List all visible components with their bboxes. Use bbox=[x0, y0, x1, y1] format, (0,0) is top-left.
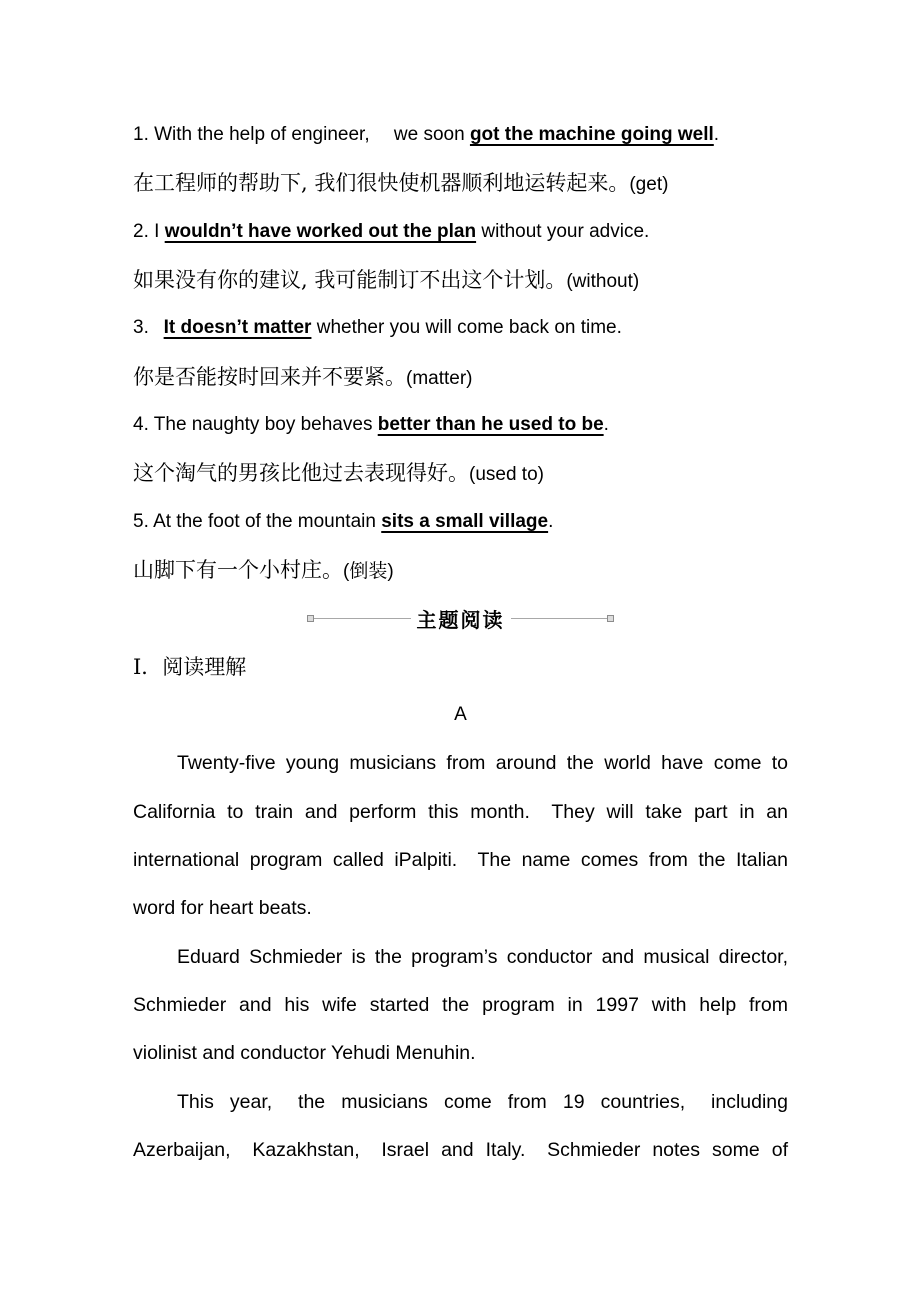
divider-line bbox=[314, 618, 411, 619]
sentence-text: 3. bbox=[133, 317, 164, 339]
sentence-text: 1. With the help of engineer, we soon bbox=[133, 124, 470, 145]
exercise-translation bbox=[133, 449, 788, 497]
exercise-translation bbox=[133, 256, 788, 304]
passage-label: A bbox=[454, 703, 467, 725]
divider-end-square-icon bbox=[307, 615, 314, 622]
passage-paragraph bbox=[133, 933, 788, 1078]
sentence-highlight: sits a small village bbox=[381, 510, 549, 532]
passage-line: Twenty-five young musicians from around the world have come to bbox=[177, 752, 788, 775]
sentence-text: 5. At the foot of the mountain bbox=[133, 510, 382, 532]
translation-text: 山脚下有一个小村庄。 bbox=[133, 557, 343, 582]
translation-note: (get) bbox=[629, 174, 669, 196]
translation-text: 在工程师的帮助下, 我们很快使机器顺利地运转起来。 bbox=[133, 171, 630, 196]
divider-title: 主题阅读 bbox=[416, 609, 505, 632]
sentence-highlight: got the machine going well bbox=[469, 124, 714, 145]
section-heading: Ⅰ．阅读理解 bbox=[133, 654, 247, 679]
sentence-text: 4. The naughty boy behaves bbox=[133, 413, 378, 435]
exercise-sentence bbox=[133, 498, 788, 546]
exercise-translation bbox=[133, 353, 788, 401]
sentence-highlight: better than he used to be bbox=[377, 413, 604, 435]
exercise-translation bbox=[133, 546, 788, 594]
sentence-highlight: It doesn’t matter bbox=[163, 317, 312, 339]
passage-line: Eduard Schmieder is the program’s conductor and musical director, bbox=[177, 945, 788, 968]
exercise-translation bbox=[133, 159, 788, 207]
divider-end-square-icon bbox=[607, 615, 614, 622]
exercise-sentence bbox=[133, 304, 788, 352]
divider-line bbox=[511, 618, 608, 619]
translation-note: (倒装) bbox=[343, 560, 394, 582]
sentence-suffix: . bbox=[603, 413, 609, 435]
translation-text: 如果没有你的建议, 我可能制订不出这个计划。 bbox=[133, 267, 567, 292]
exercise-sentence bbox=[133, 111, 788, 159]
sentence-suffix: . bbox=[548, 510, 554, 532]
sentence-text: 2. I bbox=[133, 220, 165, 242]
passage-line: international program called iPalpiti. The name comes from the Italian bbox=[133, 848, 788, 871]
translation-text: 你是否能按时回来并不要紧。 bbox=[133, 364, 406, 389]
exercise-sentence bbox=[133, 401, 788, 449]
divider bbox=[307, 604, 614, 633]
translation-note: (used to) bbox=[469, 464, 544, 486]
exercise-sentence bbox=[133, 208, 788, 256]
passage-line: Schmieder and his wife started the program in 1997 with help from bbox=[133, 993, 788, 1016]
passage-paragraph bbox=[133, 739, 788, 932]
sentence-highlight: wouldn’t have worked out the plan bbox=[164, 220, 477, 242]
translation-note: (matter) bbox=[406, 367, 473, 389]
passage-line: word for heart beats. bbox=[133, 897, 312, 920]
passage-paragraph bbox=[133, 1078, 788, 1175]
passage-line: California to train and perform this month. They will take part in an bbox=[133, 800, 788, 823]
sentence-suffix: without your advice. bbox=[476, 220, 650, 242]
sentence-suffix: . bbox=[713, 124, 720, 145]
reading-section-divider bbox=[133, 594, 788, 642]
translation-text: 这个淘气的男孩比他过去表现得好。 bbox=[133, 461, 469, 486]
passage-line: violinist and conductor Yehudi Menuhin. bbox=[133, 1042, 476, 1065]
passage-line: Azerbaijan, Kazakhstan, Israel and Italy. Schmieder notes some of bbox=[133, 1138, 788, 1161]
sentence-suffix: whether you will come back on time. bbox=[311, 317, 622, 339]
passage-line: This year, the musicians come from 19 countries, including bbox=[177, 1090, 788, 1113]
translation-note: (without) bbox=[566, 270, 640, 292]
